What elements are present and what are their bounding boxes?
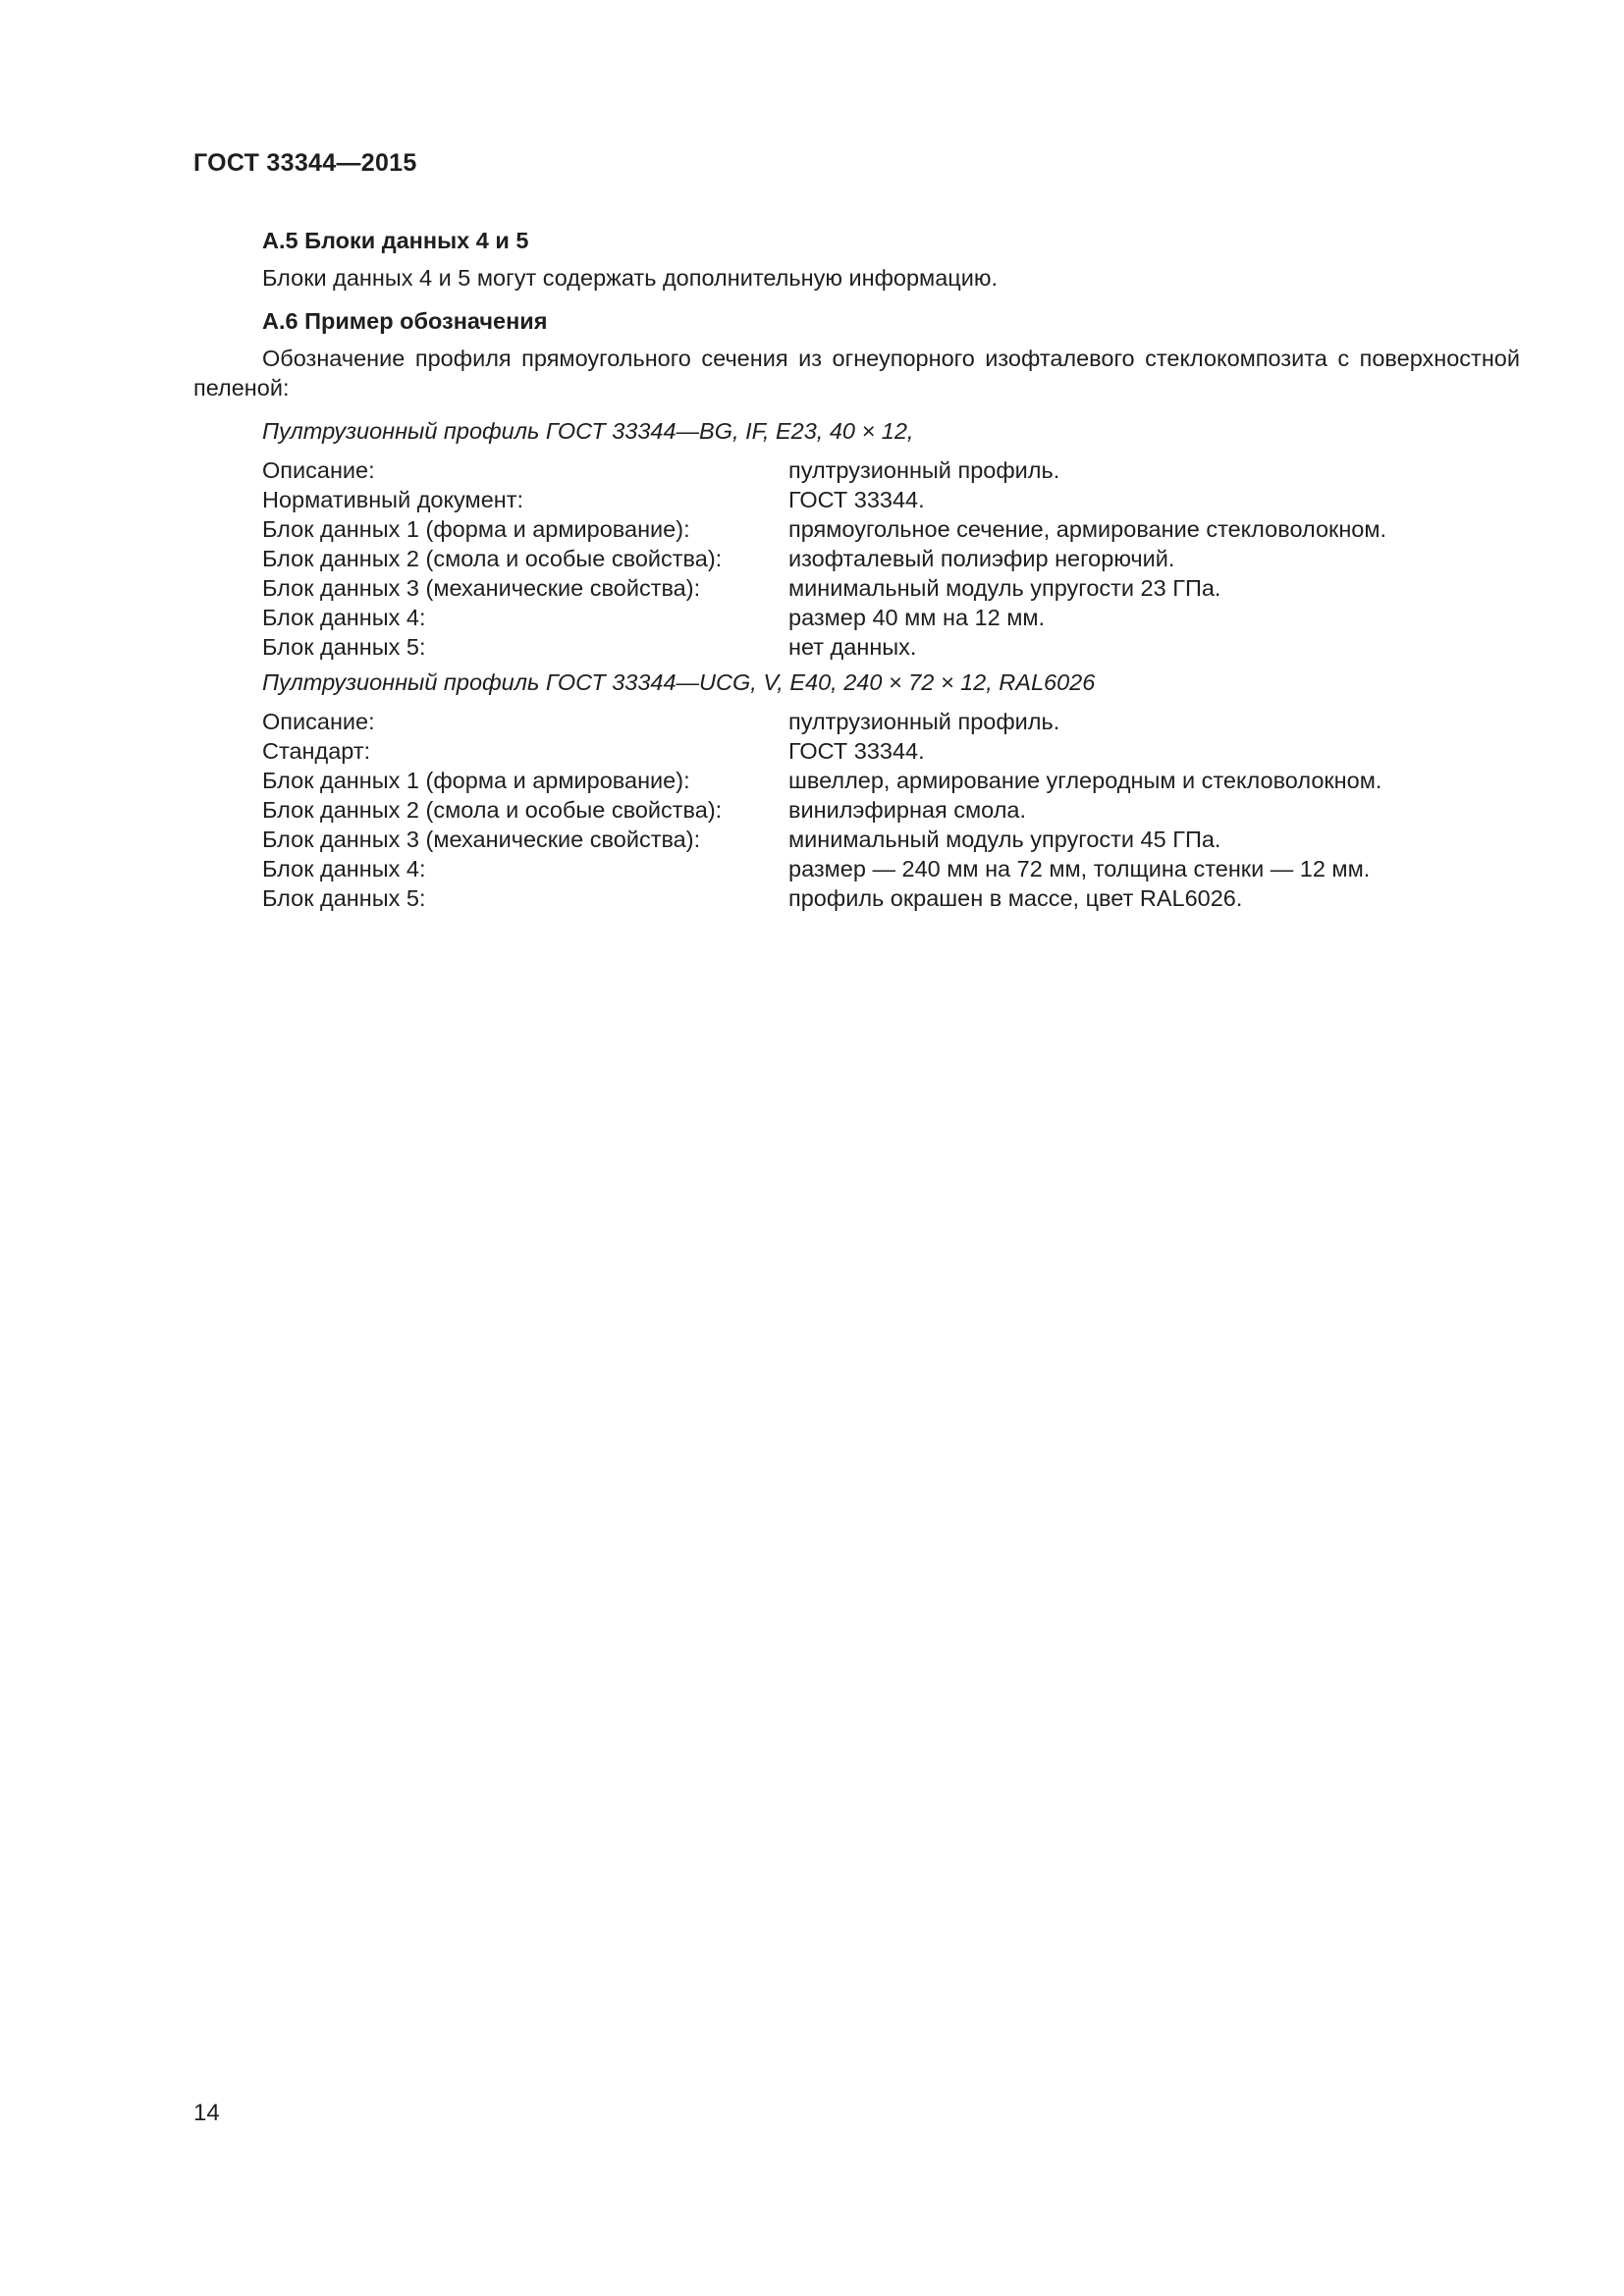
definition-row xyxy=(262,455,1520,485)
definition-value: пултрузионный профиль. xyxy=(788,457,1060,483)
definition-label: Блок данных 4: xyxy=(262,856,426,881)
definition-label: Описание: xyxy=(262,457,375,483)
example-1-table xyxy=(262,455,1520,662)
definition-row xyxy=(262,854,1520,883)
example-1-title: Пултрузионный профиль ГОСТ 33344—BG, IF, E23, 40 × 12, xyxy=(262,418,914,444)
definition-value: швеллер, армирование углеродным и стекловолокном. xyxy=(788,768,1382,793)
definition-label: Блок данных 5: xyxy=(262,885,426,911)
definition-label: Стандарт: xyxy=(262,738,371,764)
definition-value: прямоугольное сечение, армирование стекловолокном. xyxy=(788,516,1387,542)
definition-label: Блок данных 3 (механические свойства): xyxy=(262,827,701,852)
definition-row xyxy=(262,632,1520,662)
definition-value: винилэфирная смола. xyxy=(788,797,1027,823)
definition-value: ГОСТ 33344. xyxy=(788,738,925,764)
definition-row xyxy=(262,603,1520,632)
page-number: 14 xyxy=(193,2100,220,2126)
definition-label: Блок данных 4: xyxy=(262,605,426,630)
definition-row xyxy=(262,766,1520,795)
definition-label: Блок данных 3 (механические свойства): xyxy=(262,575,701,601)
section-a5-text: Блоки данных 4 и 5 могут содержать дополнительную информацию. xyxy=(262,265,999,291)
example-2-title: Пултрузионный профиль ГОСТ 33344—UCG, V, E40, 240 × 72 × 12, RAL6026 xyxy=(262,669,1096,695)
definition-label: Блок данных 2 (смола и особые свойства): xyxy=(262,546,723,571)
section-a6-title: А.6 Пример обозначения xyxy=(262,308,548,334)
section-a6-text: Обозначение профиля прямоугольного сечения из огнеупорного изофталевого стеклокомпозита с поверхностной пеленой: xyxy=(193,346,1520,400)
definition-label: Нормативный документ: xyxy=(262,487,524,512)
definition-row xyxy=(262,544,1520,573)
definition-row xyxy=(262,883,1520,913)
definition-value: нет данных. xyxy=(788,634,917,660)
document-header: ГОСТ 33344—2015 xyxy=(193,149,417,177)
definition-value: ГОСТ 33344. xyxy=(788,487,925,512)
definition-label: Блок данных 5: xyxy=(262,634,426,660)
definition-value: пултрузионный профиль. xyxy=(788,709,1060,734)
definition-value: изофталевый полиэфир негорючий. xyxy=(788,546,1175,571)
example-2-table xyxy=(262,707,1520,913)
definition-row xyxy=(262,707,1520,736)
definition-value: минимальный модуль упругости 23 ГПа. xyxy=(788,575,1221,601)
definition-value: минимальный модуль упругости 45 ГПа. xyxy=(788,827,1221,852)
section-a5-title: А.5 Блоки данных 4 и 5 xyxy=(262,228,529,253)
definition-row xyxy=(262,736,1520,766)
definition-row xyxy=(262,573,1520,603)
definition-row xyxy=(262,795,1520,825)
document-body xyxy=(193,226,1520,919)
definition-value: размер — 240 мм на 72 мм, толщина стенки — 12 мм. xyxy=(788,856,1371,881)
definition-label: Блок данных 2 (смола и особые свойства): xyxy=(262,797,723,823)
definition-row xyxy=(262,514,1520,544)
definition-label: Блок данных 1 (форма и армирование): xyxy=(262,516,690,542)
definition-label: Блок данных 1 (форма и армирование): xyxy=(262,768,690,793)
definition-value: профиль окрашен в массе, цвет RAL6026. xyxy=(788,885,1243,911)
definition-value: размер 40 мм на 12 мм. xyxy=(788,605,1046,630)
definition-label: Описание: xyxy=(262,709,375,734)
definition-row xyxy=(262,485,1520,514)
definition-row xyxy=(262,825,1520,854)
